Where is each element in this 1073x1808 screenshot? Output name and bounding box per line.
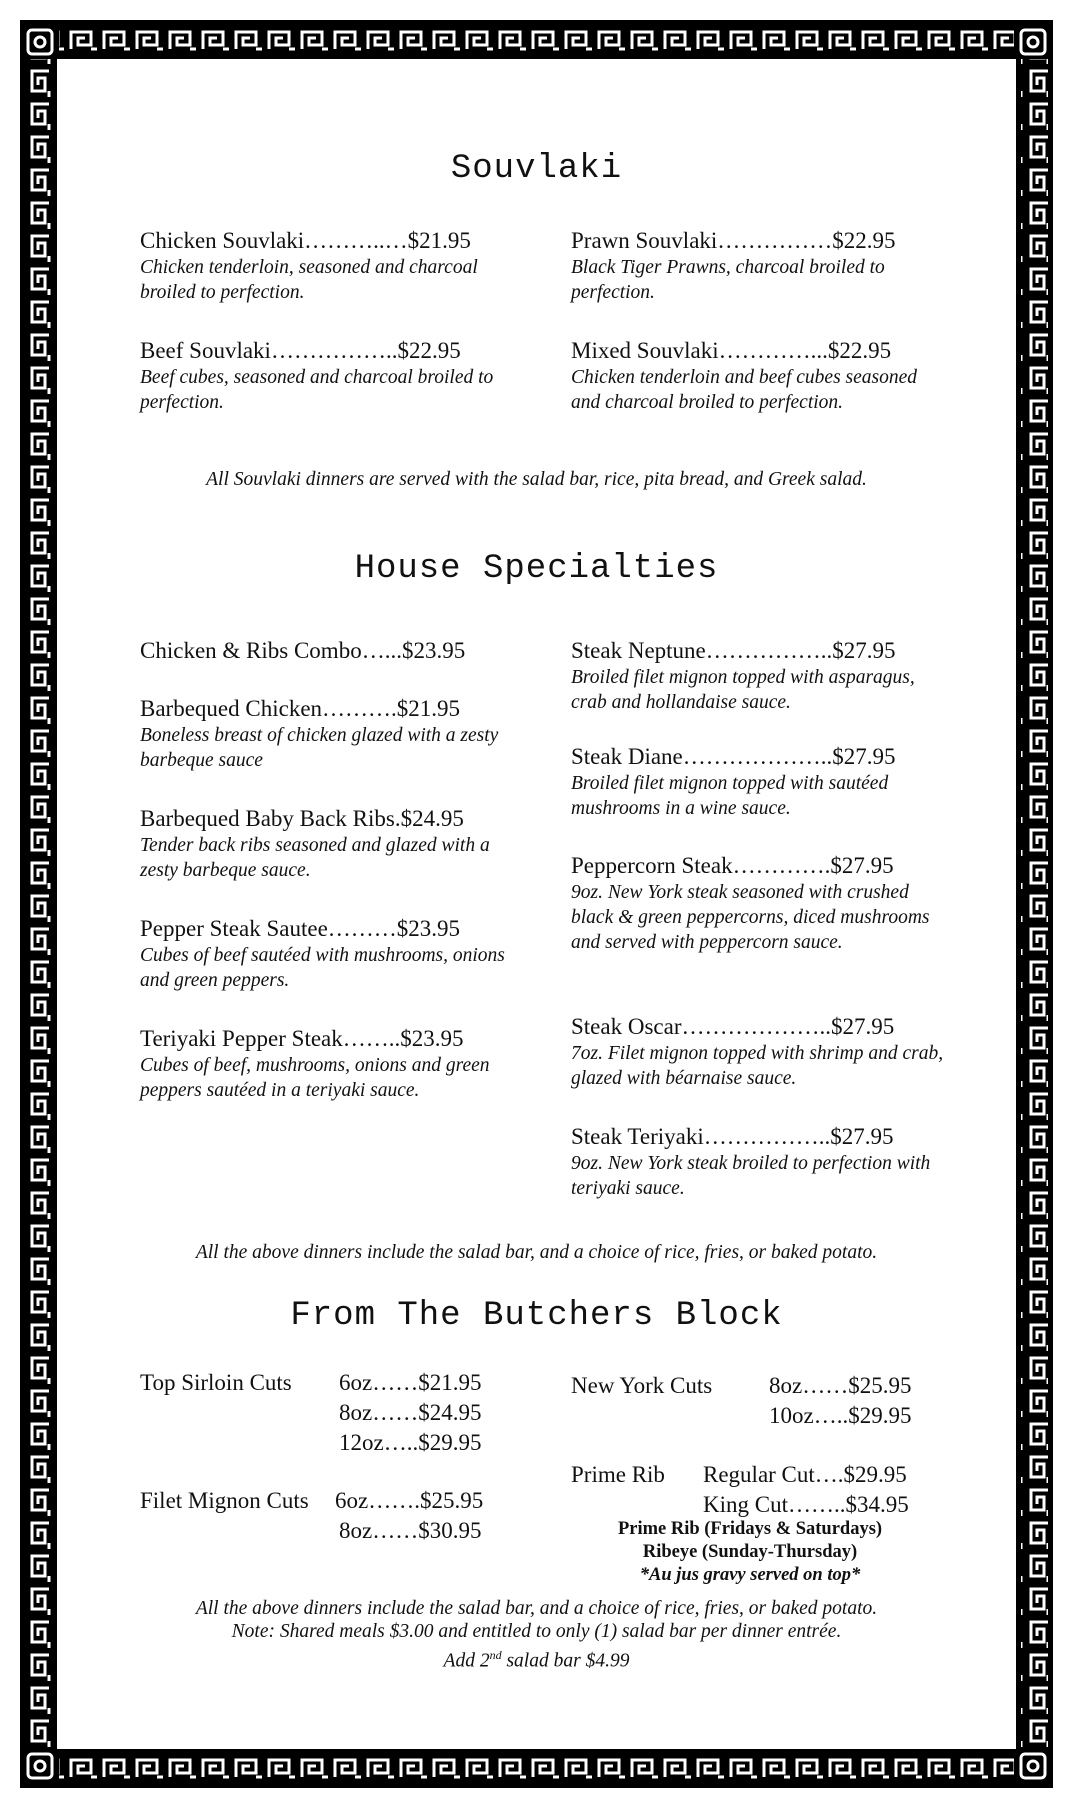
note-text: Add 2 [443,1650,490,1672]
menu-item [140,336,520,415]
menu-item [571,336,951,415]
menu-item [571,636,951,715]
item-desc: Chicken tenderloin and beef cubes seasoned and charcoal broiled to perfection. [571,367,918,413]
item-name: Peppercorn Steak………….$27.95 [571,853,894,878]
filet-mignon-label: Filet Mignon Cuts [140,1488,309,1513]
cut-price: 12oz…..$29.95 [339,1430,482,1455]
item-name: Pepper Steak Sautee………$23.95 [140,916,461,941]
menu-content [100,100,973,1708]
item-desc: Boneless breast of chicken glazed with a zesty barbeque sauce [140,725,499,771]
prime-rib-label: Prime Rib [571,1462,665,1487]
note-text: salad bar $4.99 [501,1650,630,1672]
menu-item [571,1122,951,1201]
menu-item [140,694,520,773]
item-name: Mixed Souvlaki…………...$22.95 [571,338,892,363]
item-desc: Cubes of beef, mushrooms, onions and green peppers sautéed in a teriyaki sauce. [140,1055,490,1101]
item-desc: Chicken tenderloin, seasoned and charcoal broiled to perfection. [140,257,478,303]
section-title-souvlaki: Souvlaki [450,150,623,188]
menu-item [571,851,951,955]
note-superscript: nd [489,1648,502,1662]
item-name: Chicken & Ribs Combo…...$23.95 [140,638,466,663]
menu-item [571,742,951,821]
menu-item [140,804,520,883]
item-name: Prawn Souvlaki……………$22.95 [571,228,896,253]
item-desc: 9oz. New York steak seasoned with crushed black & green peppercorns, diced mushrooms and served with peppercorn sauce. [571,882,930,953]
item-name: Teriyaki Pepper Steak……..$23.95 [140,1026,464,1051]
item-desc: 9oz. New York steak broiled to perfection with teriyaki sauce. [571,1153,931,1199]
cut-price: 8oz……$25.95 [769,1373,912,1398]
item-desc: 7oz. Filet mignon topped with shrimp and crab, glazed with béarnaise sauce. [571,1043,944,1089]
ribeye-note: Ribeye (Sunday-Thursday) [642,1542,858,1562]
item-desc: Broiled filet mignon topped with asparagus, crab and hollandaise sauce. [571,667,915,713]
au-jus-note: *Au jus gravy served on top* [639,1565,861,1585]
menu-item [140,226,520,305]
cut-price: Regular Cut….$29.95 [703,1462,907,1487]
cut-price: 8oz……$24.95 [339,1400,482,1425]
item-name: Steak Oscar………………..$27.95 [571,1014,895,1039]
menu-item [571,1012,951,1091]
prime-rib-note: Prime Rib (Fridays & Saturdays) [617,1519,883,1539]
cut-price: 6oz……$21.95 [339,1370,482,1395]
item-desc: Broiled filet mignon topped with sautéed mushrooms in a wine sauce. [571,773,889,819]
butchers-note-1: All the above dinners include the salad bar, and a choice of rice, fries, or baked potato. [195,1598,878,1619]
house-note: All the above dinners include the salad bar, and a choice of rice, fries, or baked potato. [195,1242,878,1263]
menu-item [571,226,951,305]
item-name: Chicken Souvlaki………..…$21.95 [140,228,471,253]
item-desc: Beef cubes, seasoned and charcoal broiled to perfection. [140,367,494,413]
item-desc: Tender back ribs seasoned and glazed with a zesty barbeque sauce. [140,835,490,881]
cut-price: 10oz…..$29.95 [769,1403,912,1428]
item-name: Barbequed Baby Back Ribs.$24.95 [140,806,464,831]
new-york-label: New York Cuts [571,1373,713,1398]
item-name: Steak Diane………………..$27.95 [571,744,896,769]
item-name: Barbequed Chicken……….$21.95 [140,696,461,721]
item-name: Beef Souvlaki……………..$22.95 [140,338,461,363]
menu-item [140,1024,520,1103]
menu-item [140,914,520,993]
menu-item [140,636,520,665]
section-title-house-specialties: House Specialties [354,550,719,588]
butchers-note-2: Note: Shared meals $3.00 and entitled to only (1) salad bar per dinner entrée. [231,1621,842,1642]
butchers-note-3 [100,1643,973,1674]
item-name: Steak Neptune……………..$27.95 [571,638,896,663]
item-desc: Cubes of beef sautéed with mushrooms, onions and green peppers. [140,945,505,991]
cut-price: King Cut……..$34.95 [703,1492,909,1517]
cut-price: 6oz…….$25.95 [335,1488,484,1513]
item-desc: Black Tiger Prawns, charcoal broiled to perfection. [571,257,885,303]
top-sirloin-label: Top Sirloin Cuts [140,1370,292,1395]
cut-price: 8oz……$30.95 [339,1518,482,1543]
souvlaki-note: All Souvlaki dinners are served with the salad bar, rice, pita bread, and Greek salad. [206,469,867,490]
section-title-butchers-block: From The Butchers Block [290,1297,783,1335]
item-name: Steak Teriyaki……………..$27.95 [571,1124,894,1149]
